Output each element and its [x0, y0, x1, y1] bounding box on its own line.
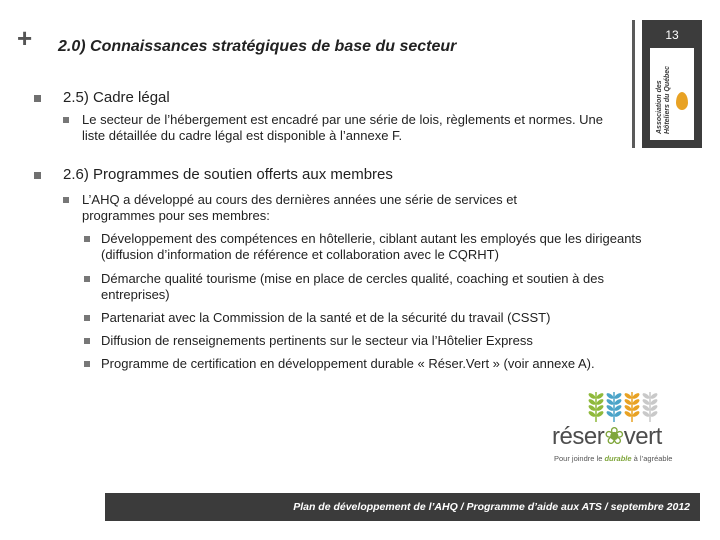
leaf	[614, 410, 623, 418]
leaf	[650, 398, 659, 406]
leaf	[642, 404, 651, 412]
leaf	[650, 392, 659, 400]
page-number: 13	[665, 28, 679, 42]
footer-text: Plan de développement de l’AHQ / Programme d’aide aux ATS / septembre 2012	[293, 501, 690, 513]
leaf	[588, 410, 597, 418]
leaf	[596, 392, 605, 400]
section-paragraph: Le secteur de l’hébergement est encadré par une série de lois, règlements et normes. Une liste détaillée du cadre légal est disponible à l’annexe F.	[82, 112, 604, 143]
reservert-tagline: Pour joindre le durable à l’agréable	[554, 454, 673, 463]
leaf	[624, 392, 633, 400]
list-item: Diffusion de renseignements pertinents sur le secteur via l’Hôtelier Express	[101, 333, 533, 348]
leaf	[632, 404, 641, 412]
leaf	[632, 410, 641, 418]
leaf	[650, 404, 659, 412]
bullet-icon	[34, 172, 41, 179]
reservert-logo	[552, 386, 680, 466]
plus-icon: +	[17, 23, 33, 53]
leaf	[642, 398, 651, 406]
header-divider	[632, 20, 635, 148]
bullet-icon	[84, 236, 90, 242]
leaf	[650, 410, 659, 418]
bullet-icon	[84, 315, 90, 321]
leaf	[588, 398, 597, 406]
section-intro: L’AHQ a développé au cours des dernières années une série de services et programmes pour ses membres:	[82, 192, 518, 223]
bullet-icon	[84, 361, 90, 367]
ahq-logo-text: Association des Hôteliers du Québec	[656, 65, 671, 134]
bullet-icon	[63, 197, 69, 203]
leaves-icon	[552, 386, 680, 426]
bullet-icon	[84, 338, 90, 344]
leaf	[596, 398, 605, 406]
leaf	[624, 410, 633, 418]
ahq-drop-icon	[676, 92, 688, 110]
leaf	[624, 404, 633, 412]
section-heading-programmes: 2.6) Programmes de soutien offerts aux membres	[63, 166, 393, 183]
leaf	[642, 410, 651, 418]
reservert-wordmark: réser❀vert	[552, 423, 662, 450]
leaf	[606, 392, 615, 400]
leaf	[632, 392, 641, 400]
leaf	[606, 404, 615, 412]
leaf	[632, 398, 641, 406]
leaf	[606, 398, 615, 406]
leaf	[642, 392, 651, 400]
leaf	[614, 392, 623, 400]
leaf	[588, 404, 597, 412]
list-item: Partenariat avec la Commission de la santé et de la sécurité du travail (CSST)	[101, 310, 551, 325]
leaf	[614, 398, 623, 406]
slide-title: 2.0) Connaissances stratégiques de base du secteur	[58, 38, 457, 55]
leaf	[596, 410, 605, 418]
leaf	[588, 392, 597, 400]
bullet-icon	[34, 95, 41, 102]
leaf	[614, 404, 623, 412]
ahq-logo	[650, 48, 694, 140]
leaf	[624, 398, 633, 406]
list-item: Démarche qualité tourisme (mise en place de cercles qualité, coaching et soutien à des entreprises)	[101, 271, 604, 302]
leaf	[606, 410, 615, 418]
list-item: Développement des compétences en hôtellerie, ciblant autant les employés que les dirigeants (diffusion d’information de référence et collaboration avec le CQRHT)	[101, 231, 642, 262]
bullet-icon	[84, 276, 90, 282]
section-heading-cadre-legal: 2.5) Cadre légal	[63, 89, 170, 106]
list-item: Programme de certification en développement durable « Réser.Vert » (voir annexe A).	[101, 356, 595, 371]
leaf	[596, 404, 605, 412]
bullet-icon	[63, 117, 69, 123]
footer-bar	[105, 493, 700, 521]
